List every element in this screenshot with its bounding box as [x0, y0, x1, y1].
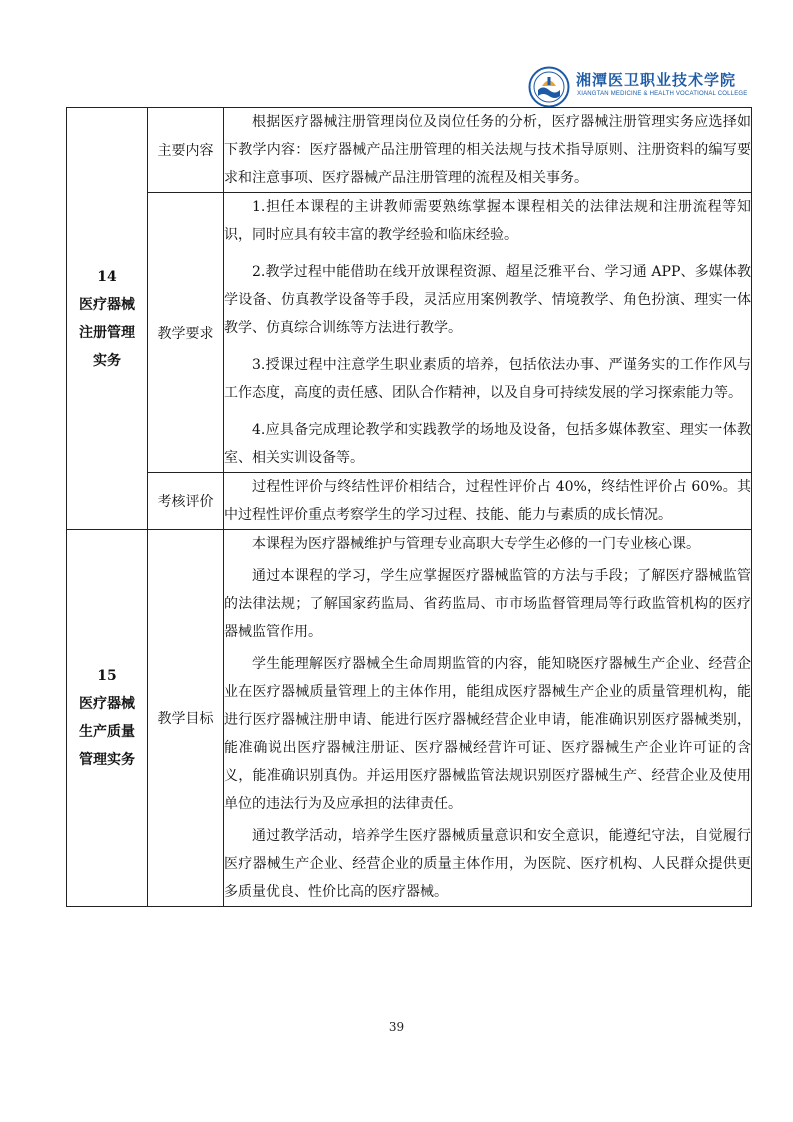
course-number: 14 — [97, 268, 117, 285]
course-number: 15 — [97, 668, 117, 684]
content-paragraph: 根据医疗器械注册管理岗位及岗位任务的分析，医疗器械注册管理实务应选择如下教学内容：医疗器械产品注册管理的相关法规与技术指导原则、注册资料的编写要求和注意事项、医疗器械产品注册管理的流程及相关事务。 — [224, 114, 751, 186]
school-logo — [528, 66, 760, 108]
school-name-en: XIANGTAN MEDICINE & HEALTH VOCATIONAL COLLEGE — [577, 91, 748, 97]
table-row — [67, 193, 752, 473]
content-paragraph: 1.担任本课程的主讲教师需要熟练掌握本课程相关的法律法规和注册流程等知识，同时应具有较丰富的教学经验和临床经验。 — [224, 199, 751, 243]
course-name: 医疗器械注册管理实务 — [79, 296, 135, 369]
page-number: 39 — [388, 1020, 405, 1034]
table-row — [67, 473, 752, 530]
table-row — [67, 530, 752, 907]
content-paragraph: 通过教学活动，培养学生医疗器械质量意识和安全意识，能遵纪守法，自觉履行医疗器械生产企业、经营企业的质量主体作用，为医院、医疗机构、人民群众提供更多质量优良、性价比高的医疗器械。 — [224, 828, 751, 900]
section-content — [224, 193, 752, 473]
section-content — [224, 530, 752, 907]
course-title-cell — [67, 530, 148, 907]
content-paragraph: 本课程为医疗器械维护与管理专业高职大专学生必修的一门专业核心课。 — [252, 536, 700, 552]
content-paragraph: 3.授课过程中注意学生职业素质的培养，包括依法办事、严谨务实的工作作风与工作态度，高度的责任感、团队合作精神，以及自身可持续发展的学习探索能力等。 — [224, 357, 751, 401]
school-emblem-icon — [528, 66, 570, 108]
section-content — [224, 108, 752, 193]
section-label: 主要内容 — [148, 108, 224, 193]
table-row — [67, 108, 752, 193]
course-name: 医疗器械生产质量管理实务 — [79, 696, 135, 768]
section-label: 考核评价 — [148, 473, 224, 530]
content-paragraph: 过程性评价与终结性评价相结合，过程性评价占 40%，终结性评价占 60%。其中过程性评价重点考察学生的学习过程、技能、能力与素质的成长情况。 — [224, 479, 751, 523]
section-content — [224, 473, 752, 530]
content-paragraph: 4.应具备完成理论教学和实践教学的场地及设备，包括多媒体教室、理实一体教室、相关实训设备等。 — [224, 422, 751, 466]
section-label: 教学目标 — [148, 530, 224, 907]
content-paragraph: 2.教学过程中能借助在线开放课程资源、超星泛雅平台、学习通 APP、多媒体教学设备、仿真教学设备等手段，灵活应用案例教学、情境教学、角色扮演、理实一体教学、仿真综合训练等方法进行教学。 — [224, 264, 751, 336]
content-paragraph: 通过本课程的学习，学生应掌握医疗器械监管的方法与手段；了解医疗器械监管的法律法规；了解国家药监局、省药监局、市市场监督管理局等行政监管机构的医疗器械监管作用。 — [224, 568, 751, 640]
course-title-cell — [67, 108, 148, 530]
course-table — [66, 107, 752, 907]
content-paragraph: 学生能理解医疗器械全生命周期监管的内容，能知晓医疗器械生产企业、经营企业在医疗器械质量管理上的主体作用，能组成医疗器械生产企业的质量管理机构，能进行医疗器械注册申请、能进行医疗器械经营企业申请，能准确识别医疗器械类别，能准确说出医疗器械注册证、医疗器械经营许可证、医疗器械生产企业许可证的含义，能准确识别真伪。并运用医疗器械监管法规识别医疗器械生产、经营企业及使用单位的违法行为及应承担的法律责任。 — [224, 656, 751, 812]
school-name: 湘潭医卫职业技术学院 — [576, 71, 737, 89]
section-label: 教学要求 — [148, 193, 224, 473]
